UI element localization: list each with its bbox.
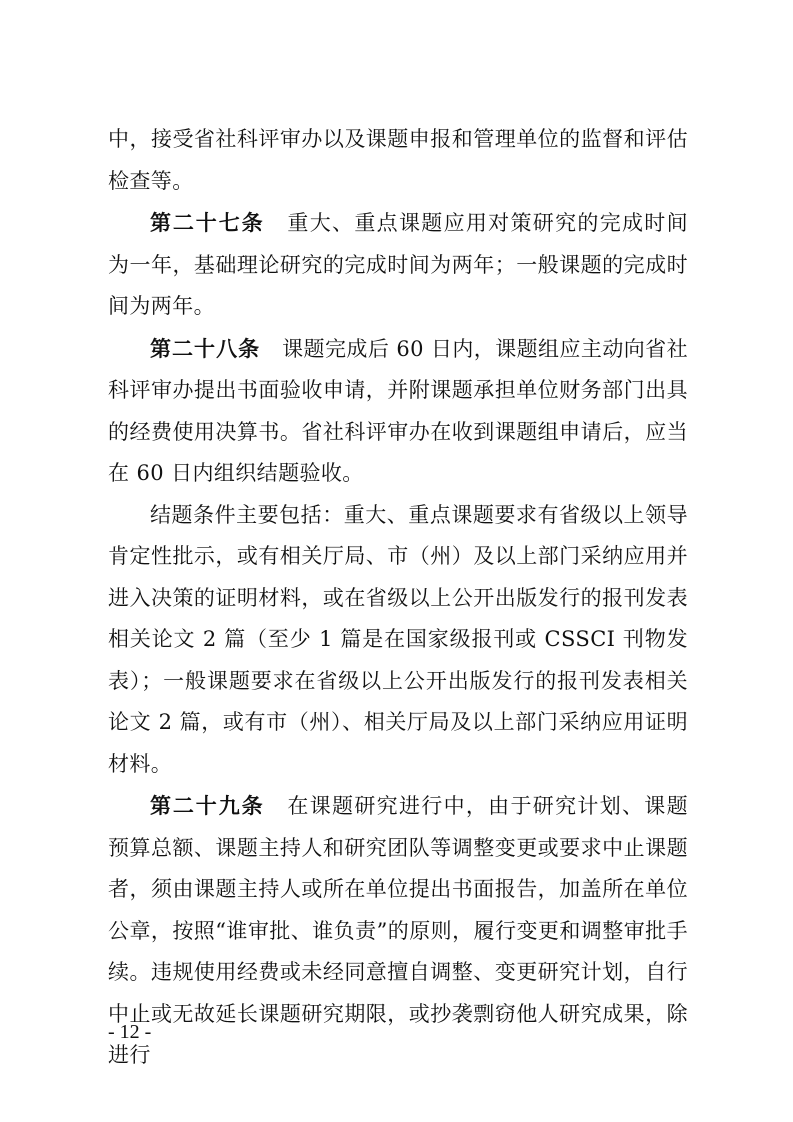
paragraph-text: 结题条件主要包括：重大、重点课题要求有省级以上领导肯定性批示，或有相关厅局、市（州）及以上部门采纳应用并进入决策的证明材料，或在省级以上公开出版发行的报刊发表相关论文 2 篇（至少 1 篇是在国家级报刊或 CSSCI 刊物发表）；一般课题要求在省级以上公开出版发行的报刊发表相关论文 2 篇，或有市（州）、相关厅局及以上部门采纳应用证明材料。: [108, 502, 688, 776]
article-29: [108, 785, 688, 1077]
article-27: [108, 202, 688, 328]
completion-conditions-paragraph: [108, 495, 688, 786]
article-28: [108, 328, 688, 495]
article-heading: 第二十九条: [150, 793, 265, 818]
paragraph-text: 中，接受省社科评审办以及课题申报和管理单位的监督和评估检查等。: [108, 127, 688, 193]
document-body: [108, 119, 688, 1077]
article-heading: 第二十八条: [150, 335, 261, 361]
article-text: 重大、重点课题应用对策研究的完成时间为一年，基础理论研究的完成时间为两年；一般课题的完成时间为两年。: [108, 211, 689, 318]
article-heading: 第二十七条: [150, 210, 265, 235]
article-text: 在课题研究进行中，由于研究计划、课题预算总额、课题主持人和研究团队等调整变更或要求中止课题者，须由课题主持人或所在单位提出书面报告，加盖所在单位公章，按照“谁审批、谁负责”的原则，履行变更和调整审批手续。违规使用经费或未经同意擅自调整、变更研究计划，自行中止或无故延长课题研究期限，或抄袭剽窃他人研究成果，除进行: [108, 794, 689, 1067]
page-number: - 12 -: [108, 1021, 152, 1043]
paragraph-continuation: [108, 119, 688, 202]
article-text: 课题完成后 60 日内，课题组应主动向省社科评审办提出书面验收申请，并附课题承担单位财务部门出具的经费使用决算书。省社科评审办在收到课题组申请后，应当在 60 日内组织结题验收。: [108, 336, 688, 485]
